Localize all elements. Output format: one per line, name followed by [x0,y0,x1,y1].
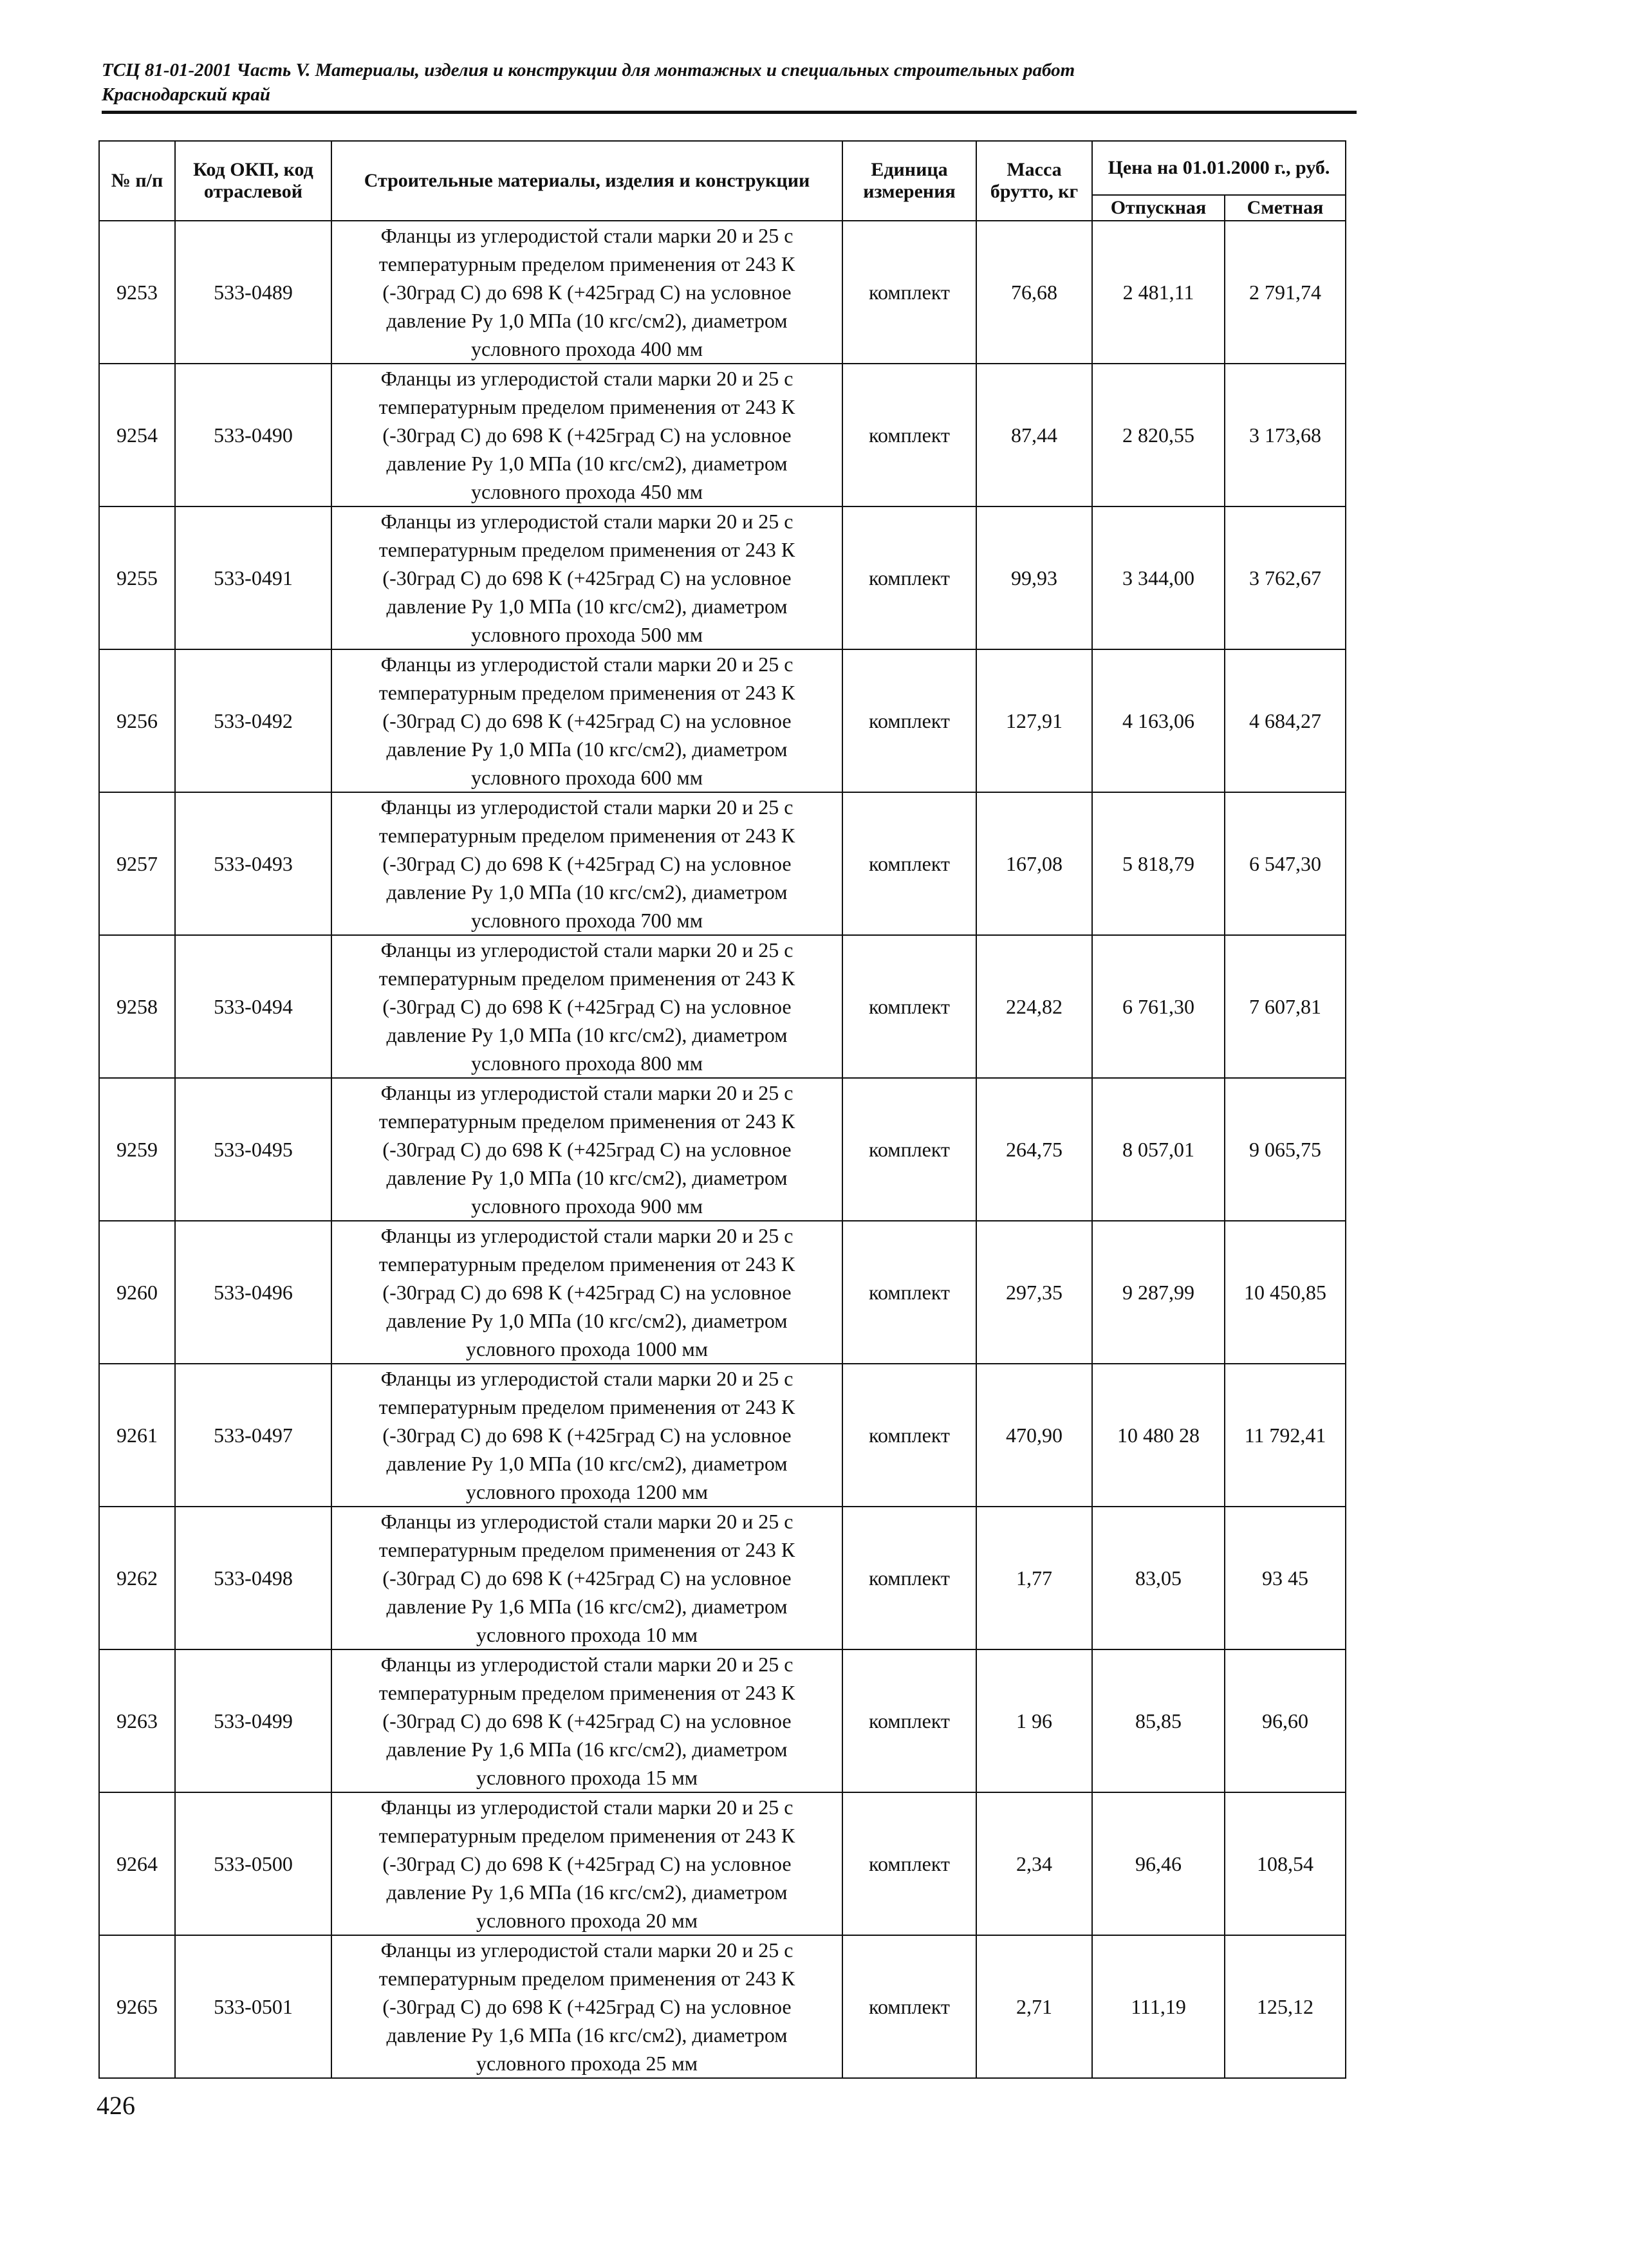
description-line: условного прохода 25 мм [476,2052,698,2075]
row-price-estimate: 3 762,67 [1225,506,1346,649]
description-line: условного прохода 1200 мм [466,1480,708,1503]
row-number: 9263 [99,1649,175,1792]
row-price-release: 3 344,00 [1092,506,1225,649]
col-header-price-group: Цена на 01.01.2000 г., руб. [1092,141,1346,195]
table-row [99,221,1346,364]
row-description [331,1935,842,2078]
table-row [99,364,1346,506]
row-price-estimate: 2 791,74 [1225,221,1346,364]
row-okp-code: 533-0494 [175,935,331,1078]
description-line: Фланцы из углеродистой стали марки 20 и 25 с [380,1081,794,1104]
description-line: Фланцы из углеродистой стали марки 20 и 25 с [380,1653,794,1676]
description-line: давление Ру 1,6 МПа (16 кгс/см2), диаметром [386,1595,788,1618]
description-line: (-30град С) до 698 К (+425град С) на условное [382,1709,792,1732]
row-number: 9253 [99,221,175,364]
description-line: температурным пределом применения от 243 К [378,1538,795,1561]
row-okp-code: 533-0492 [175,649,331,792]
row-mass: 1,77 [976,1507,1092,1649]
row-number: 9260 [99,1221,175,1364]
description-line: (-30град С) до 698 К (+425град С) на условное [382,709,792,732]
row-unit: комплект [842,935,976,1078]
description-line: Фланцы из углеродистой стали марки 20 и 25 с [380,653,794,676]
row-number: 9258 [99,935,175,1078]
row-okp-code: 533-0501 [175,1935,331,2078]
row-number: 9261 [99,1364,175,1507]
description-line: температурным пределом применения от 243 К [378,824,795,847]
description-line: (-30град С) до 698 К (+425град С) на условное [382,995,792,1018]
col-header-num: № п/п [99,141,175,221]
row-okp-code: 533-0491 [175,506,331,649]
row-description [331,1507,842,1649]
description-line: температурным пределом применения от 243 К [378,395,795,418]
row-price-release: 5 818,79 [1092,792,1225,935]
row-okp-code: 533-0489 [175,221,331,364]
description-line: давление Ру 1,0 МПа (10 кгс/см2), диаметром [386,595,788,618]
document-header [102,58,1357,107]
description-line: условного прохода 900 мм [471,1194,703,1218]
col-header-mass: Масса брутто, кг [976,141,1092,221]
row-number: 9265 [99,1935,175,2078]
row-price-release: 2 481,11 [1092,221,1225,364]
description-line: Фланцы из углеродистой стали марки 20 и 25 с [380,1796,794,1819]
row-description [331,935,842,1078]
row-price-estimate: 11 792,41 [1225,1364,1346,1507]
description-line: (-30град С) до 698 К (+425град С) на условное [382,1566,792,1590]
header-title: ТСЦ 81-01-2001 Часть V. Материалы, изделия и конструкции для монтажных и специальных строительных работ [102,60,1075,80]
header-divider [102,111,1357,114]
description-line: давление Ру 1,6 МПа (16 кгс/см2), диаметром [386,2023,788,2047]
row-unit: комплект [842,649,976,792]
row-unit: комплект [842,792,976,935]
description-line: (-30град С) до 698 К (+425град С) на условное [382,423,792,447]
description-line: температурным пределом применения от 243 К [378,252,795,275]
description-line: (-30град С) до 698 К (+425град С) на условное [382,1281,792,1304]
row-unit: комплект [842,1649,976,1792]
row-mass: 167,08 [976,792,1092,935]
row-number: 9256 [99,649,175,792]
description-line: Фланцы из углеродистой стали марки 20 и 25 с [380,224,794,247]
row-price-release: 9 287,99 [1092,1221,1225,1364]
row-number: 9257 [99,792,175,935]
row-description [331,1649,842,1792]
row-price-estimate: 9 065,75 [1225,1078,1346,1221]
row-price-release: 85,85 [1092,1649,1225,1792]
description-line: условного прохода 20 мм [476,1909,698,1932]
col-header-price-release: Отпускная [1092,195,1225,221]
description-line: давление Ру 1,0 МПа (10 кгс/см2), диаметром [386,1452,788,1475]
row-unit: комплект [842,1221,976,1364]
row-price-release: 4 163,06 [1092,649,1225,792]
description-line: условного прохода 800 мм [471,1052,703,1075]
row-mass: 224,82 [976,935,1092,1078]
row-unit: комплект [842,364,976,506]
row-mass: 264,75 [976,1078,1092,1221]
table-row [99,1221,1346,1364]
row-unit: комплект [842,1364,976,1507]
description-line: условного прохода 15 мм [476,1766,698,1789]
table-row [99,1935,1346,2078]
row-number: 9254 [99,364,175,506]
row-price-estimate: 7 607,81 [1225,935,1346,1078]
description-line: условного прохода 700 мм [471,909,703,932]
description-line: давление Ру 1,0 МПа (10 кгс/см2), диаметром [386,1023,788,1046]
row-okp-code: 533-0496 [175,1221,331,1364]
description-line: (-30град С) до 698 К (+425град С) на условное [382,281,792,304]
row-description [331,649,842,792]
description-line: давление Ру 1,0 МПа (10 кгс/см2), диаметром [386,1309,788,1332]
table-row [99,1507,1346,1649]
table-body [99,221,1346,2078]
description-line: Фланцы из углеродистой стали марки 20 и 25 с [380,795,794,819]
row-okp-code: 533-0498 [175,1507,331,1649]
description-line: давление Ру 1,0 МПа (10 кгс/см2), диаметром [386,738,788,761]
price-table [98,140,1346,2079]
description-line: (-30град С) до 698 К (+425град С) на условное [382,1995,792,2018]
row-price-estimate: 125,12 [1225,1935,1346,2078]
description-line: давление Ру 1,6 МПа (16 кгс/см2), диаметром [386,1881,788,1904]
row-price-estimate: 93 45 [1225,1507,1346,1649]
row-price-release: 83,05 [1092,1507,1225,1649]
description-line: (-30град С) до 698 К (+425град С) на условное [382,1138,792,1161]
description-line: условного прохода 450 мм [471,480,703,503]
table-row [99,1364,1346,1507]
description-line: температурным пределом применения от 243 К [378,681,795,704]
table-row [99,506,1346,649]
description-line: температурным пределом применения от 243 К [378,1110,795,1133]
row-price-release: 10 480 28 [1092,1364,1225,1507]
description-line: Фланцы из углеродистой стали марки 20 и 25 с [380,510,794,533]
row-unit: комплект [842,1935,976,2078]
row-unit: комплект [842,506,976,649]
description-line: Фланцы из углеродистой стали марки 20 и 25 с [380,1224,794,1247]
description-line: (-30град С) до 698 К (+425град С) на условное [382,1852,792,1875]
row-number: 9264 [99,1792,175,1935]
row-price-estimate: 3 173,68 [1225,364,1346,506]
description-line: давление Ру 1,0 МПа (10 кгс/см2), диаметром [386,452,788,475]
page-number: 426 [97,2091,135,2120]
description-line: температурным пределом применения от 243 К [378,1252,795,1276]
row-mass: 87,44 [976,364,1092,506]
table-row [99,935,1346,1078]
table-row [99,792,1346,935]
row-mass: 470,90 [976,1364,1092,1507]
row-price-estimate: 10 450,85 [1225,1221,1346,1364]
row-description [331,1364,842,1507]
table-row [99,1792,1346,1935]
description-line: давление Ру 1,0 МПа (10 кгс/см2), диаметром [386,1166,788,1189]
row-unit: комплект [842,221,976,364]
row-number: 9255 [99,506,175,649]
description-line: температурным пределом применения от 243 К [378,1967,795,1990]
description-line: температурным пределом применения от 243 К [378,538,795,561]
row-okp-code: 533-0497 [175,1364,331,1507]
description-line: температурным пределом применения от 243 К [378,967,795,990]
row-price-release: 111,19 [1092,1935,1225,2078]
description-line: температурным пределом применения от 243 К [378,1681,795,1704]
description-line: Фланцы из углеродистой стали марки 20 и 25 с [380,938,794,961]
row-description [331,792,842,935]
row-number: 9259 [99,1078,175,1221]
description-line: Фланцы из углеродистой стали марки 20 и 25 с [380,1367,794,1390]
row-okp-code: 533-0493 [175,792,331,935]
col-header-unit: Единица измерения [842,141,976,221]
row-unit: комплект [842,1792,976,1935]
row-description [331,221,842,364]
description-line: давление Ру 1,0 МПа (10 кгс/см2), диаметром [386,880,788,904]
col-header-okp: Код ОКП, код отраслевой [175,141,331,221]
row-price-estimate: 6 547,30 [1225,792,1346,935]
row-price-release: 6 761,30 [1092,935,1225,1078]
row-description [331,1221,842,1364]
col-header-price-estimate: Сметная [1225,195,1346,221]
row-okp-code: 533-0500 [175,1792,331,1935]
row-okp-code: 533-0499 [175,1649,331,1792]
row-mass: 99,93 [976,506,1092,649]
description-line: условного прохода 600 мм [471,766,703,789]
description-line: (-30град С) до 698 К (+425град С) на условное [382,566,792,590]
row-price-release: 8 057,01 [1092,1078,1225,1221]
row-description [331,1078,842,1221]
description-line: (-30град С) до 698 К (+425град С) на условное [382,852,792,875]
row-price-release: 2 820,55 [1092,364,1225,506]
row-description [331,506,842,649]
description-line: условного прохода 10 мм [476,1623,698,1646]
row-mass: 2,34 [976,1792,1092,1935]
description-line: давление Ру 1,0 МПа (10 кгс/см2), диаметром [386,309,788,332]
description-line: температурным пределом применения от 243 К [378,1824,795,1847]
row-price-estimate: 108,54 [1225,1792,1346,1935]
description-line: Фланцы из углеродистой стали марки 20 и 25 с [380,1938,794,1962]
description-line: условного прохода 400 мм [471,337,703,360]
description-line: Фланцы из углеродистой стали марки 20 и 25 с [380,1510,794,1533]
row-description [331,364,842,506]
row-okp-code: 533-0490 [175,364,331,506]
table-row [99,649,1346,792]
row-mass: 1 96 [976,1649,1092,1792]
header-region: Краснодарский край [102,84,271,105]
row-mass: 297,35 [976,1221,1092,1364]
row-mass: 76,68 [976,221,1092,364]
row-description [331,1792,842,1935]
col-header-desc: Строительные материалы, изделия и конструкции [331,141,842,221]
table-row [99,1649,1346,1792]
row-mass: 127,91 [976,649,1092,792]
row-unit: комплект [842,1078,976,1221]
description-line: условного прохода 500 мм [471,623,703,646]
description-line: Фланцы из углеродистой стали марки 20 и 25 с [380,367,794,390]
row-price-estimate: 4 684,27 [1225,649,1346,792]
row-okp-code: 533-0495 [175,1078,331,1221]
row-unit: комплект [842,1507,976,1649]
row-price-release: 96,46 [1092,1792,1225,1935]
description-line: давление Ру 1,6 МПа (16 кгс/см2), диаметром [386,1738,788,1761]
row-mass: 2,71 [976,1935,1092,2078]
description-line: (-30град С) до 698 К (+425град С) на условное [382,1424,792,1447]
description-line: температурным пределом применения от 243 К [378,1395,795,1418]
table-row [99,1078,1346,1221]
description-line: условного прохода 1000 мм [466,1337,708,1361]
row-number: 9262 [99,1507,175,1649]
row-price-estimate: 96,60 [1225,1649,1346,1792]
